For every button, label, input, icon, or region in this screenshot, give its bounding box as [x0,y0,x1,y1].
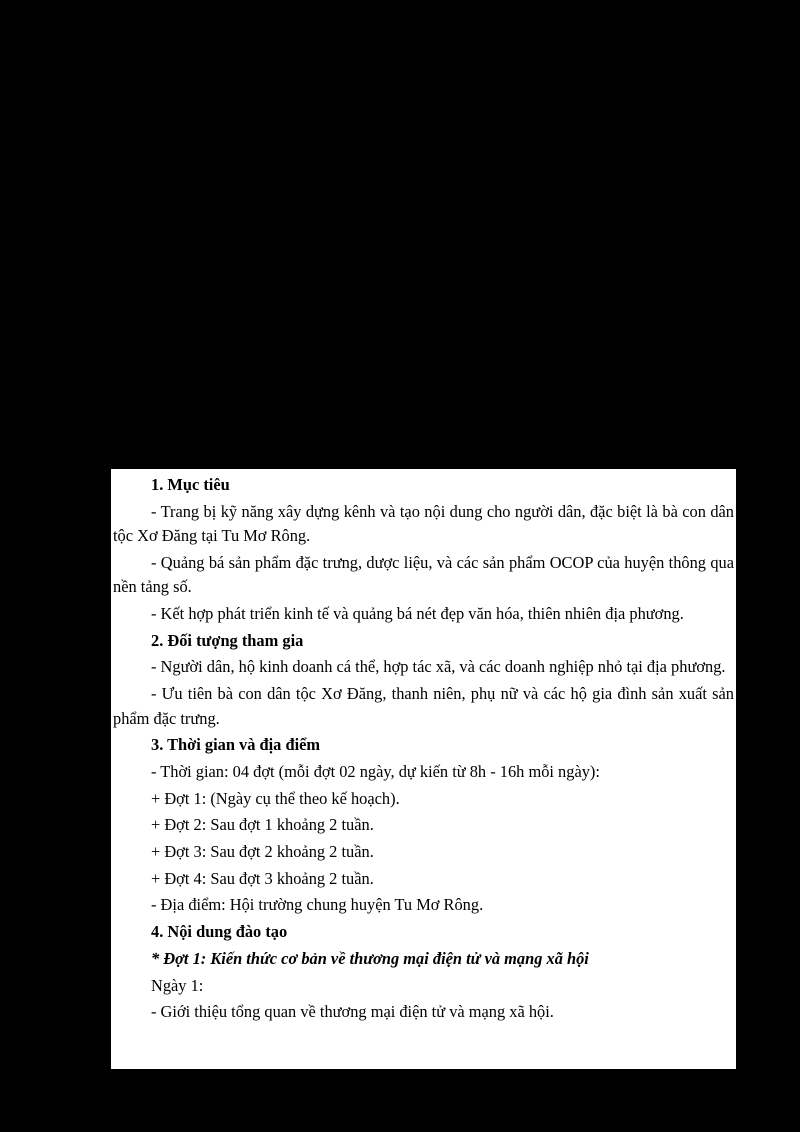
paragraph: - Ưu tiên bà con dân tộc Xơ Đăng, thanh niên, phụ nữ và các hộ gia đình sản xuất sản phẩm đặc trưng. [113,684,734,728]
document-page [111,469,736,1069]
list-item: + Đợt 2: Sau đợt 1 khoảng 2 tuần. [151,815,374,835]
subheading-dot-1: * Đợt 1: Kiến thức cơ bản về thương mại điện tử và mạng xã hội [151,948,589,968]
paragraph: - Giới thiệu tổng quan về thương mại điện tử và mạng xã hội. [151,1002,554,1022]
list-item: + Đợt 4: Sau đợt 3 khoảng 2 tuần. [151,868,374,888]
list-item: + Đợt 1: (Ngày cụ thể theo kế hoạch). [151,788,400,808]
paragraph: - Thời gian: 04 đợt (mỗi đợt 02 ngày, dự kiến từ 8h - 16h mỗi ngày): [151,762,600,781]
section-heading-thoi-gian: 3. Thời gian và địa điểm [151,735,321,755]
paragraph: - Địa điểm: Hội trường chung huyện Tu Mơ Rông. [151,895,484,915]
section-heading-doi-tuong: 2. Đối tượng tham gia [151,630,304,650]
paragraph: - Quảng bá sản phẩm đặc trưng, dược liệu, và các sản phẩm OCOP của huyện thông qua nền tảng số. [113,552,734,597]
section-heading-noi-dung: 4. Nội dung đào tạo [151,922,288,942]
paragraph: - Kết hợp phát triển kinh tế và quảng bá nét đẹp văn hóa, thiên nhiên địa phương. [151,604,684,624]
paragraph: - Người dân, hộ kinh doanh cá thể, hợp tác xã, và các doanh nghiệp nhỏ tại địa phương. [151,657,726,677]
section-heading-muc-tieu: 1. Mục tiêu [151,475,230,494]
paragraph: Ngày 1: [151,975,204,995]
list-item: + Đợt 3: Sau đợt 2 khoảng 2 tuần. [151,842,374,862]
paragraph: - Trang bị kỹ năng xây dựng kênh và tạo nội dung cho người dân, đặc biệt là bà con dân tộc Xơ Đăng tại Tu Mơ Rông. [113,501,734,546]
